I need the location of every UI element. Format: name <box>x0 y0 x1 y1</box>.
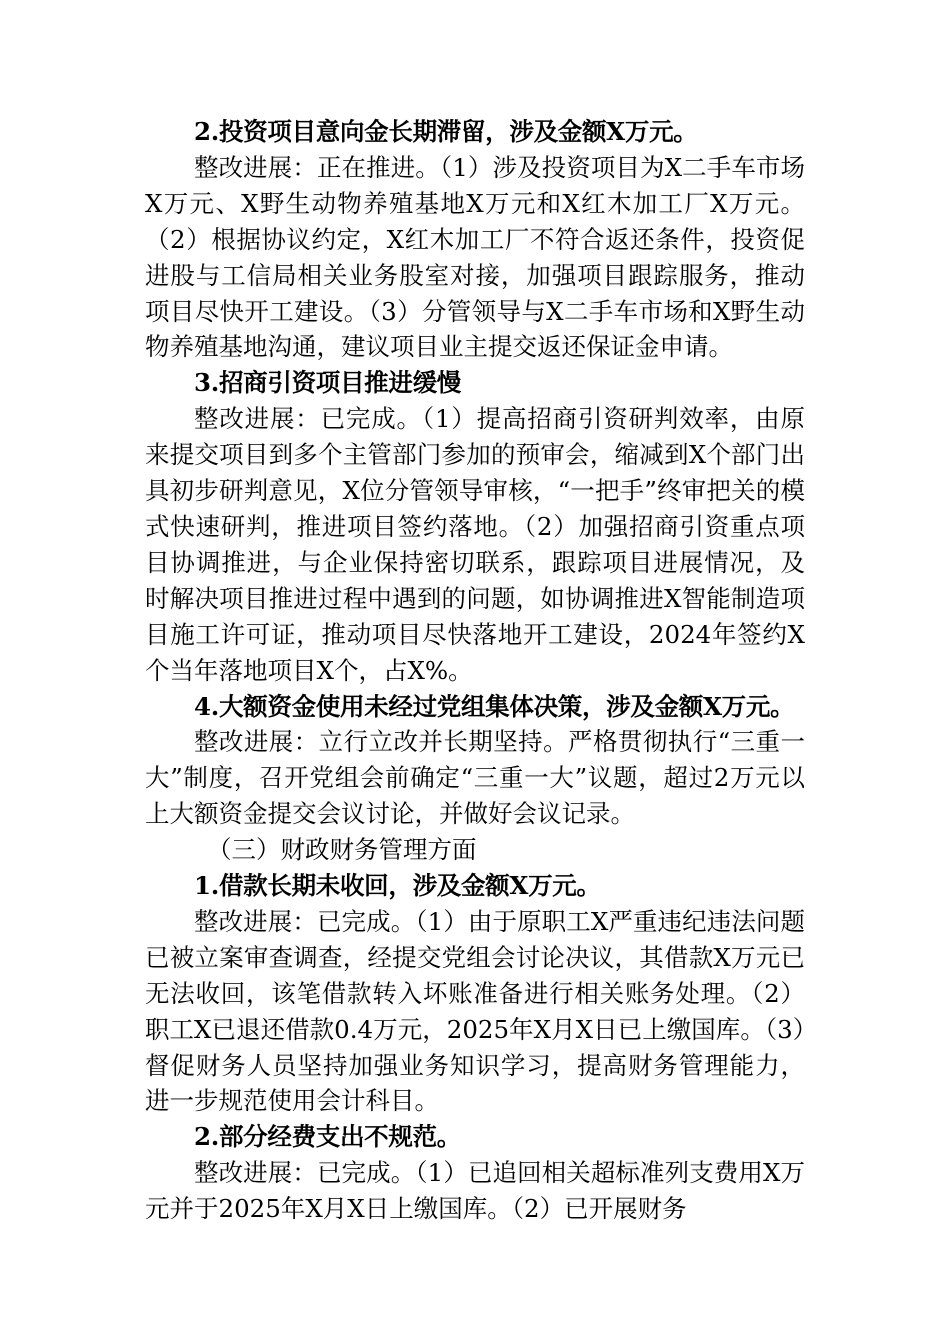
paragraph-large-funds-progress: 整改进展：立行立改并长期坚持。严格贯彻执行“三重一大”制度，召开党组会前确定“三重一大”议题，超过2万元以上大额资金提交会议讨论，并做好会议记录。 <box>145 727 805 829</box>
heading-expenditure: 2.部分经费支出不规范。 <box>194 1122 461 1152</box>
document-body <box>145 114 805 1227</box>
paragraph-expenditure-progress: 整改进展：已完成。（1）已追回相关超标准列支费用X万元并于2025年X月X日上缴国库。（2）已开展财务 <box>145 1158 805 1224</box>
heading-investment-promotion: 3.招商引资项目推进缓慢 <box>194 368 461 398</box>
paragraph-investment-deposit-progress: 整改进展：正在推进。（1）涉及投资项目为X二手车市场X万元、X野生动物养殖基地X万元和X红木加工厂X万元。（2）根据协议约定，X红木加工厂不符合返还条件，投资促进股与工信局相关业务股室对接，加强项目跟踪服务，推动项目尽快开工建设。（3）分管领导与X二手车市场和X野生动物养殖基地沟通，建议项目业主提交返还保证金申请。 <box>145 152 805 362</box>
heading-investment-deposit: 2.投资项目意向金长期滞留，涉及金额X万元。 <box>194 117 698 146</box>
paragraph-investment-promotion-progress: 整改进展：已完成。（1）提高招商引资研判效率，由原来提交项目到多个主管部门参加的预审会，缩减到X个部门出具初步研判意见，X位分管领导审核，“一把手”终审把关的模式快速研判，推进项目签约落地。（2）加强招商引资重点项目协调推进，与企业保持密切联系，跟踪项目进展情况，及时解决项目推进过程中遇到的问题，如协调推进X智能制造项目施工许可证，推动项目尽快落地开工建设，2024年签约X个当年落地项目X个，占X%。 <box>145 404 805 685</box>
paragraph-loans-progress: 整改进展：已完成。（1）由于原职工X严重违纪违法问题已被立案审查调查，经提交党组会讨论决议，其借款X万元已无法收回，该笔借款转入坏账准备进行相关账务处理。（2）职工X已退还借款0.4万元，2025年X月X日已上缴国库。（3）督促财务人员坚持加强业务知识学习，提高财务管理能力，进一步规范使用会计科目。 <box>145 906 805 1116</box>
heading-loans: 1.借款长期未收回，涉及金额X万元。 <box>194 871 601 901</box>
heading-large-funds: 4.大额资金使用未经过党组集体决策，涉及金额X万元。 <box>194 691 795 721</box>
section-heading-finance: （三）财政财务管理方面 <box>207 835 477 865</box>
